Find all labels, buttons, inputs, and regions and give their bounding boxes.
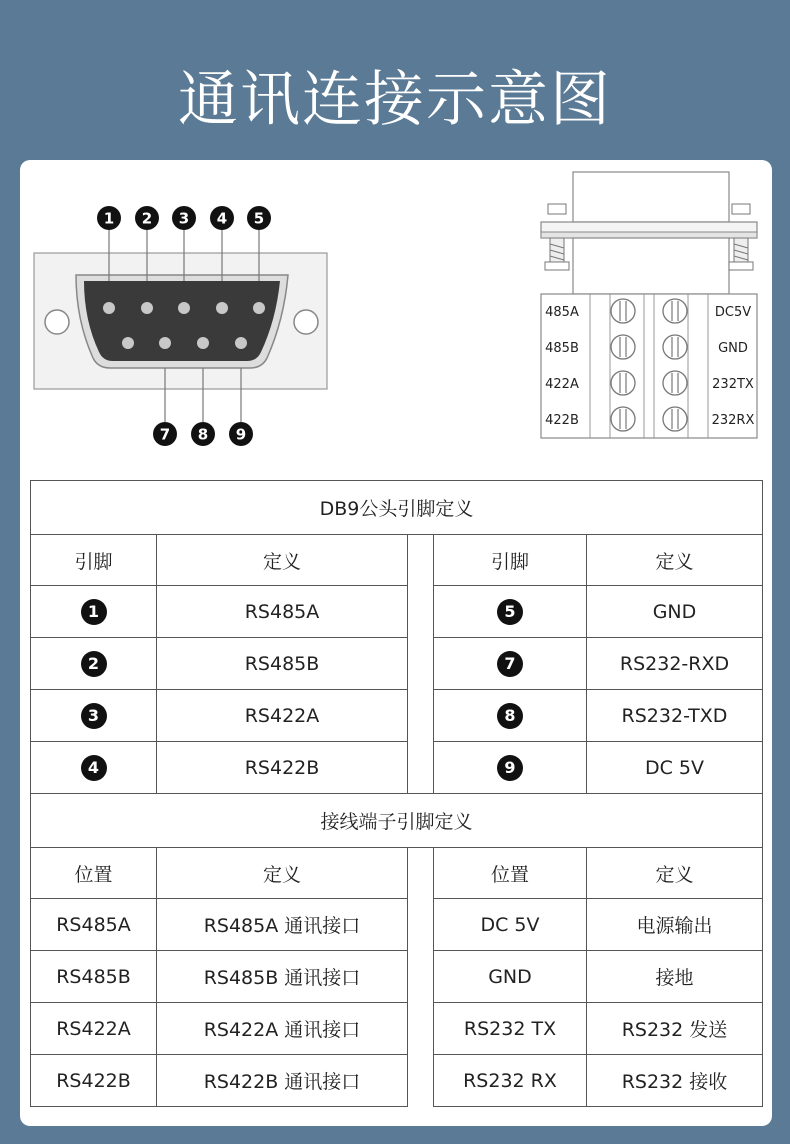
terminal-left-label: 485A [545, 305, 579, 320]
table-cell: GND [434, 951, 587, 1003]
pin-number-badge: 8 [497, 703, 523, 729]
connection-diagram [20, 160, 772, 480]
table-row [31, 690, 763, 742]
pin-number-badge: 7 [497, 651, 523, 677]
column-header: 定义 [157, 535, 408, 586]
definition-tables [30, 480, 762, 1107]
table-cell: RS232-TXD [587, 690, 763, 742]
table-cell: 电源输出 [587, 899, 763, 951]
terminal-top-plug [573, 172, 729, 222]
column-header: 引脚 [31, 535, 157, 586]
svg-text:2: 2 [141, 209, 153, 228]
table-cell: RS485A [157, 586, 408, 638]
terminal-screw-icon [611, 407, 635, 431]
table-cell: GND [587, 586, 763, 638]
table-cell [434, 690, 587, 742]
table-cell: RS232 TX [434, 1003, 587, 1055]
table-cell: 接地 [587, 951, 763, 1003]
table-row [31, 481, 763, 535]
db9-pin-hole [216, 302, 228, 314]
table-gap [408, 1055, 434, 1107]
svg-text:4: 4 [216, 209, 228, 228]
db9-pin-hole [122, 337, 134, 349]
table-row [31, 742, 763, 794]
table-cell [434, 742, 587, 794]
db9-face [84, 281, 280, 361]
table-cell [31, 690, 157, 742]
table-gap [408, 535, 434, 586]
definition-table [30, 480, 763, 1107]
svg-text:7: 7 [159, 425, 171, 444]
table-cell [31, 742, 157, 794]
table-cell: RS485A [31, 899, 157, 951]
terminal-screw-icon [663, 335, 687, 359]
db9-pin-label [135, 206, 159, 230]
pin-table-title: DB9公头引脚定义 [31, 481, 763, 535]
db9-connector [34, 206, 327, 446]
table-cell [434, 586, 587, 638]
terminal-neck [573, 238, 729, 294]
table-gap [408, 951, 434, 1003]
db9-screw-hole-left [45, 310, 69, 334]
db9-pin-hole [103, 302, 115, 314]
terminal-screw-icon [611, 335, 635, 359]
table-cell [31, 638, 157, 690]
table-row [31, 794, 763, 848]
terminal-screw-icon [663, 371, 687, 395]
pin-number-badge: 2 [81, 651, 107, 677]
table-gap [408, 1003, 434, 1055]
svg-text:3: 3 [178, 209, 190, 228]
column-header: 引脚 [434, 535, 587, 586]
table-cell: RS485B 通讯接口 [157, 951, 408, 1003]
svg-text:9: 9 [235, 425, 247, 444]
db9-pin-hole [235, 337, 247, 349]
table-cell: RS422A [157, 690, 408, 742]
table-cell: RS422B 通讯接口 [157, 1055, 408, 1107]
table-gap [408, 742, 434, 794]
table-cell: RS422A [31, 1003, 157, 1055]
table-cell: RS422B [157, 742, 408, 794]
db9-pin-hole [178, 302, 190, 314]
table-cell: DC 5V [587, 742, 763, 794]
page-title: 通讯连接示意图 [178, 65, 612, 135]
table-cell: RS422B [31, 1055, 157, 1107]
svg-text:5: 5 [253, 209, 265, 228]
db9-pin-hole [159, 337, 171, 349]
table-cell: DC 5V [434, 899, 587, 951]
table-row [31, 638, 763, 690]
table-cell: RS232 发送 [587, 1003, 763, 1055]
table-cell: RS232-RXD [587, 638, 763, 690]
table-row [31, 951, 763, 1003]
db9-pin-label [229, 422, 253, 446]
terminal-block [541, 172, 757, 438]
db9-pin-hole [141, 302, 153, 314]
table-row [31, 1055, 763, 1107]
db9-pin-label [97, 206, 121, 230]
pin-number-badge: 5 [497, 599, 523, 625]
db9-pin-label [210, 206, 234, 230]
table-cell: RS232 接收 [587, 1055, 763, 1107]
db9-pin-label [153, 422, 177, 446]
db9-pin-hole [197, 337, 209, 349]
column-header: 定义 [587, 848, 763, 899]
table-cell [434, 638, 587, 690]
pin-number-badge: 1 [81, 599, 107, 625]
pin-number-badge: 4 [81, 755, 107, 781]
pin-number-badge: 3 [81, 703, 107, 729]
table-row [31, 899, 763, 951]
table-gap [408, 586, 434, 638]
table-cell: RS232 RX [434, 1055, 587, 1107]
terminal-left-label: 485B [545, 341, 579, 356]
table-gap [408, 899, 434, 951]
db9-screw-hole-right [294, 310, 318, 334]
terminal-left-label: 422A [545, 377, 579, 392]
db9-pin-label [172, 206, 196, 230]
terminal-right-label: DC5V [714, 305, 752, 320]
column-header: 位置 [434, 848, 587, 899]
table-cell: RS485A 通讯接口 [157, 899, 408, 951]
terminal-table-title: 接线端子引脚定义 [31, 794, 763, 848]
terminal-right-label: 232TX [712, 377, 754, 392]
column-header: 位置 [31, 848, 157, 899]
terminal-right-label: GND [718, 341, 748, 356]
terminal-screw-icon [611, 299, 635, 323]
table-row [31, 586, 763, 638]
db9-pin-hole [253, 302, 265, 314]
db9-pin-label [191, 422, 215, 446]
terminal-left-label: 422B [545, 413, 579, 428]
terminal-screw-icon [611, 371, 635, 395]
table-cell: RS485B [31, 951, 157, 1003]
svg-text:8: 8 [197, 425, 209, 444]
table-cell: RS422A 通讯接口 [157, 1003, 408, 1055]
content-card [20, 160, 772, 1126]
column-header: 定义 [157, 848, 408, 899]
db9-pin-label [247, 206, 271, 230]
pin-number-badge: 9 [497, 755, 523, 781]
table-row [31, 848, 763, 899]
table-cell [31, 586, 157, 638]
table-gap [408, 690, 434, 742]
terminal-screw-icon [663, 407, 687, 431]
table-row [31, 1003, 763, 1055]
terminal-right-label: 232RX [711, 413, 755, 428]
table-gap [408, 638, 434, 690]
table-row [31, 535, 763, 586]
terminal-screw-icon [663, 299, 687, 323]
svg-text:1: 1 [103, 209, 115, 228]
column-header: 定义 [587, 535, 763, 586]
table-cell: RS485B [157, 638, 408, 690]
table-gap [408, 848, 434, 899]
